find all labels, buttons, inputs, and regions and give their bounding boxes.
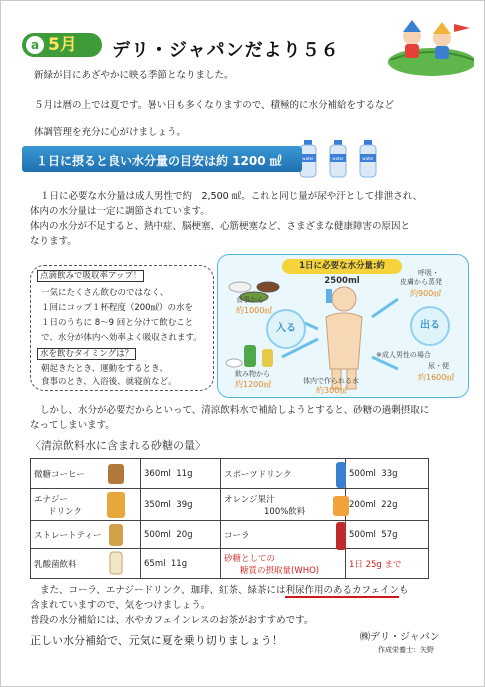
section2-line-1: しかし、水分が必要だからといって、清涼飲料水で補給しようとすると、砂糖の過剰摂取に <box>40 405 430 416</box>
breath-amount: 約900㎖ <box>410 289 442 298</box>
section1-line-2: 体内の水分量は一定に調節されています。 <box>30 206 210 217</box>
page-title: デリ・ジャパンだより５６ <box>112 40 340 61</box>
drink-name: 乳酸菌飲料 <box>31 549 141 579</box>
callout-heading-2: 水を飲むタイミングは？ <box>37 348 136 360</box>
section3-line-1: また、コーラ、エナジードリンク、珈琲、紅茶、緑茶には利尿作用のあるカフェインも <box>40 585 409 596</box>
drink-amount-sugar: 200ml 22g <box>346 489 429 521</box>
drink-amount-sugar: 65ml 11g <box>141 549 221 579</box>
intro-line-3: 体調管理を充分に心がけましょう。 <box>34 127 187 138</box>
svg-text:water: water <box>332 156 344 161</box>
drink-icons-right <box>330 460 352 552</box>
intro-line-1: 新緑が目にあざやかに映る季節となりました。 <box>34 70 234 81</box>
month-circle: a <box>26 36 44 54</box>
breath-label: 呼吸・ <box>418 269 439 277</box>
intro-line-2: ５月は暦の上では夏です。暑い日も多くなりますので、積極的に水分補給をするなど <box>34 100 395 111</box>
drink-name: ストレートティー <box>31 521 141 549</box>
callout-line-3: １日のうちに 8～9 回と分けて飲むこと <box>41 318 194 328</box>
who-sugar-label: 砂糖としての 糖質の摂取量(WHO) <box>221 549 346 579</box>
table-row <box>31 459 429 489</box>
drink-name: エナジー ドリンク <box>31 489 141 521</box>
children-on-leaf-illustration <box>382 14 474 78</box>
body-water-amount: 約300㎖ <box>316 386 348 395</box>
company-name: ㈱デリ・ジャパン <box>360 632 440 643</box>
body-water-label: 体内で作られる水 <box>303 377 359 385</box>
drink-name: オレンジ果汁 100%飲料 <box>221 489 346 521</box>
author-credit: 作成栄養士：矢野 <box>378 646 434 654</box>
section-heading: １日に摂ると良い水分量の目安は約 1200 ㎖ <box>36 154 282 168</box>
callout-line-2: １回にコップ１杯程度（200㎖）の水を <box>41 303 194 313</box>
section1-line-1: １日に必要な水分量は成人男性で約 2,500 ㎖。これと同じ量が尿や汗として排泄され、 <box>40 191 423 202</box>
drink-name: コーラ <box>221 521 346 549</box>
drink-label: 飲み物から <box>235 370 270 378</box>
food-amount: 約1000㎖ <box>236 306 273 315</box>
drink-amount-sugar: 500ml 57g <box>346 521 429 549</box>
sugar-table-heading: 〈清涼飲料水に含まれる砂糖の量〉 <box>30 439 206 452</box>
callout-line-6: 食事のとき、入浴後、就寝前など。 <box>41 377 177 387</box>
drink-amount-sugar: 500ml 20g <box>141 521 221 549</box>
callout-line-5: 朝起きたとき、運動をするとき、 <box>41 364 168 374</box>
urine-label: 尿・便 <box>428 362 449 370</box>
section-heading-banner <box>22 146 302 172</box>
in-label: 入る <box>266 309 306 349</box>
drink-name: スポーツドリンク <box>221 459 346 489</box>
food-label: 食事から <box>236 296 264 304</box>
month-label: 5月 <box>48 35 77 55</box>
table-row <box>31 549 429 579</box>
who-sugar-limit: 1日 25g まで <box>346 549 429 579</box>
drink-amount-sugar: 350ml 39g <box>141 489 221 521</box>
water-bottles-illustration <box>298 136 388 178</box>
urine-amount: 約1600㎖ <box>418 373 455 382</box>
callout-line-1: 一気にたくさん飲むのではなく、 <box>41 288 169 298</box>
callout-line-4: で、水分が体内へ効率よく吸収されます。 <box>41 333 202 343</box>
sugar-table <box>30 458 429 579</box>
section2-line-2: なってしまいます。 <box>30 420 115 431</box>
month-badge <box>22 33 102 57</box>
section1-line-4: なります。 <box>30 236 77 247</box>
drink-amount-sugar: 500ml 33g <box>346 459 429 489</box>
infographic-title: 1日に必要な水分量:約2500ml <box>282 259 402 274</box>
drink-icons-left <box>104 460 130 578</box>
table-row <box>31 521 429 549</box>
section3-line-2: 含まれていますので、気をつけましょう。 <box>30 600 211 611</box>
drink-amount-sugar: 360ml 11g <box>141 459 221 489</box>
svg-text:water: water <box>362 156 374 161</box>
drink-name: 微糖コーヒー <box>31 459 141 489</box>
out-label: 出る <box>410 306 450 346</box>
drink-amount: 約1200㎖ <box>235 380 272 389</box>
section1-line-3: 体内の水分が不足すると、熱中症、脳梗塞、心筋梗塞など、さまざまな健康障害の原因と <box>30 221 411 232</box>
closing-message: 正しい水分補給で、元気に夏を乗り切りましょう！ <box>30 634 283 647</box>
section3-line-3: 普段の水分補給には、水やカフェインレスのお茶がおすすめです。 <box>30 615 314 626</box>
infographic-note: ※成人男性の場合 <box>376 351 431 359</box>
svg-text:water: water <box>302 156 314 161</box>
table-row <box>31 489 429 521</box>
tips-callout <box>30 265 214 391</box>
breath-label-2: 皮膚から蒸発 <box>400 278 442 286</box>
caffeine-highlight: 利尿作用のあるカフェイン <box>285 585 400 596</box>
callout-heading: 点滴飲みで吸収率アップ！ <box>37 270 144 282</box>
